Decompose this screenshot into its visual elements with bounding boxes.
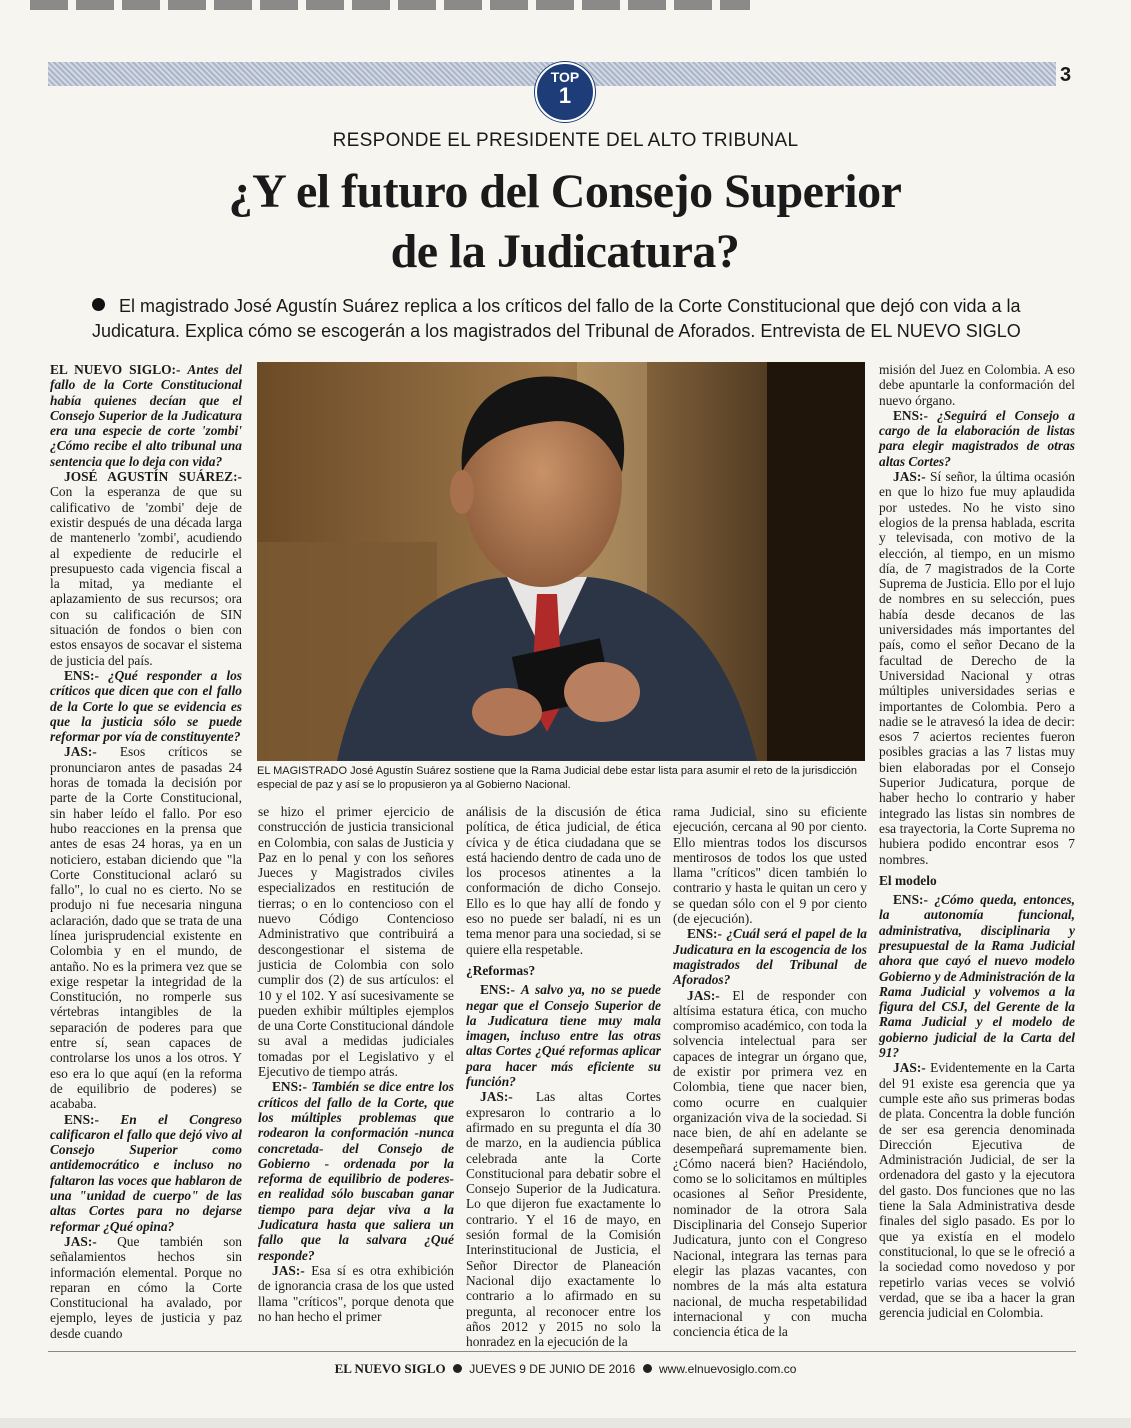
speaker: JAS:- <box>893 1060 926 1076</box>
paragraph <box>879 1060 1075 1320</box>
answer: Evidentemente en la Carta del 91 existe esa gerencia que ya cumple este año sus primeras bodas de plata. Concentra la doble función de ser esa gerencia denominada Dirección Ejecutiva de Administración Judicial, de ser la ordenadora del gasto y la ejecutora del gasto. Dos funciones que no las tiene la Sala Administrativa desde finales del siglo pasado. Es por lo que ya existía en el modelo constitucional, lo que se le ofreció a la sociedad como novedoso y por repetirlo varias veces se volvió verdad, que se iba a hacer la gran gerencia judicial en Colombia. <box>879 1060 1075 1321</box>
answer: Las altas Cortes expresaron lo contrario a lo afirmado en su pregunta el día 30 de marzo, en la audiencia pública celebrada ante la Corte Constitucional para debatir sobre el Consejo Superior de la Judicatura. Lo que dijeron fue exactamente lo contrario. Y el 16 de mayo, en sesión formal de la Comisión Interinstitucional de Justicia, el Señor Director de Planeación Nacional dijo exactamente lo contrario a lo afirmado en su pregunta, al reconocer entre los años 2012 y 2015 no solo la honradez en la ejecución de la <box>466 1089 661 1350</box>
photo-illustration <box>257 362 865 761</box>
paragraph <box>673 988 867 1340</box>
bullet-icon <box>453 1364 462 1373</box>
page-number: 3 <box>1060 64 1072 86</box>
question: ¿Seguirá el Consejo a cargo de la elaboración de listas para elegir magistrados de otras altas Cortes? <box>879 407 1075 469</box>
speaker: EL NUEVO SIGLO:- <box>50 362 181 377</box>
question: También se dice entre los críticos del fallo de la Corte, que los múltiples problemas que rodearon la conformación -nunca concretada- del Consejo de Gobierno - ordenada por la reforma de equilibrio de poderes- en realidad sólo buscaban ganar tiempo para dejar viva a la Judicatura hasta que saliera un fallo que la salvara ¿Qué responde? <box>258 1079 455 1263</box>
question: Antes del fallo de la Corte Constitucional había quienes decían que el Consejo Superior de la Judicatura era una especie de corte 'zombi' ¿Cómo recibe el alto tribunal una sentencia que lo deja con vida? <box>50 362 242 469</box>
column-1-top <box>50 362 242 1341</box>
question: A salvo ya, no se puede negar que el Consejo Superior de la Judicatura tiene muy mala imagen, incluso entre las otras altas Cortes ¿Qué reformas aplicar para hacer más eficiente su función? <box>466 982 661 1090</box>
paragraph <box>50 1112 242 1234</box>
speaker: JOSÉ AGUSTÍN SUÁREZ:- <box>64 469 242 485</box>
speaker: ENS:- <box>64 667 99 683</box>
speaker: JAS:- <box>893 469 926 485</box>
paragraph <box>879 469 1075 867</box>
speaker: ENS:- <box>687 926 722 942</box>
speaker: ENS:- <box>893 892 928 908</box>
footer-brand: EL NUEVO SIGLO <box>334 1361 446 1376</box>
paragraph <box>673 926 867 987</box>
speaker: JAS:- <box>272 1262 305 1278</box>
question: ¿Cuál será el papel de la Judicatura en la escogencia de los magistrados del Tribunal de Aforados? <box>673 926 867 988</box>
paragraph <box>50 744 242 1111</box>
bullet-icon <box>643 1364 652 1373</box>
footer-rule <box>48 1351 1076 1352</box>
subhead-el-modelo: El modelo <box>879 872 937 888</box>
paragraph <box>50 469 242 668</box>
answer: Con la esperanza de que su calificativo de 'zombi' deje de existir después de una década larga de mantenerlo 'zombi', acudiendo al expediente de reducirle el presupuesto cada vigencia fiscal a la mitad, ya mediante el aplazamiento de sus recursos; ora con su calificación de SIN situación de fondos o bien con estos ensayos de socavar el sistema de justicia del país. <box>50 484 242 668</box>
cropped-bottom-edge <box>0 1418 1131 1428</box>
top-1-badge <box>535 62 595 122</box>
question: ¿Cómo queda, entonces, la autonomía funcional, administrativa, disciplinaria y presupuestal de la Rama Judicial ahora que cayó el nuevo modelo Gobierno y de Administración de la Rama Judicial y volvemos a la figura del CSJ, del Gerente de la Rama Judicial y el modelo de gobierno judicial de la Carta del 91? <box>879 892 1075 1061</box>
paragraph <box>258 1079 454 1263</box>
paragraph <box>879 892 1075 1060</box>
paragraph <box>466 804 661 957</box>
deck-text: El magistrado José Agustín Suárez replica a los críticos del fallo de la Corte Constitucional que dejó con vida a la Judicatura. Explica cómo se escogerán a los magistrados del Tribunal de Aforados. Entrevista de EL NUEVO SIGLO <box>92 296 1021 341</box>
speaker: ENS:- <box>64 1111 99 1127</box>
answer: misión del Juez en Colombia. A eso debe apuntarle la conformación del nuevo órgano. <box>879 362 1075 408</box>
speaker: JAS:- <box>64 1233 97 1249</box>
photo-caption <box>257 764 867 792</box>
answer: se hizo el primer ejercicio de construcción de justicia transicional en Colombia, con salas de Justicia y Paz en lo penal y con los señores Jueces y Magistrados civiles especializados en restitución de tierras; o en lo contencioso con el nuevo Código Contencioso Administrativo que contribuirá a descongestionar el sistema de justicia de Colombia con solo cumplir dos (2) de sus artículos: el 10 y el 102. Y así sucesivamente se pueden exhibir múltiples ejemplos de una Corte Constitucional dándole su aval a medidas judiciales tomadas por el Legislativo y el Ejecutivo de tiempo atrás. <box>258 804 454 1080</box>
bullet-icon <box>92 298 105 311</box>
answer: rama Judicial, sino su eficiente ejecución, cercana al 90 por ciento. Ello mientras todos los discursos mentirosos de todos los que usted llama "críticos" dicen también lo contrario y hasta le quitan un cero y se quedan sólo con el 9 por ciento (de ejecución). <box>673 804 867 927</box>
footer <box>0 1361 1131 1377</box>
subhead-reformas: ¿Reformas? <box>466 962 536 978</box>
column-2 <box>258 804 454 1324</box>
badge-top-label: TOP <box>550 69 580 85</box>
headline <box>40 162 1090 282</box>
kicker: RESPONDE EL PRESIDENTE DEL ALTO TRIBUNAL <box>332 130 799 151</box>
cropped-previous-headline <box>30 0 750 10</box>
caption-label: EL MAGISTRADO <box>257 765 348 777</box>
badge-number: 1 <box>558 83 572 108</box>
question: ¿Qué responder a los críticos que dicen que con el fallo de la Corte lo que se evidencia es que la justicia sólo se puede reformar por vía de constituyente? <box>50 667 242 745</box>
answer: El de responder con altísima estatura ética, con mucho compromiso académico, con toda la solvencia intelectual para ser capaces de integrar un órgano que, de existir por primera vez en Colombia, tiene que nacer bien, como ocurre en cualquier organización viva de la sociedad. Si nace bien, de ahí en adelante se desempeñará supremamente bien. ¿Cómo nacerá bien? Haciéndolo, como se lo solicitamos en múltiples ocasiones al Señor Presidente, nominador de la otrora Sala Disciplinaria del Consejo Superior Judicatura, junto con el Congreso Nacional, integrara las ternas para elegir las plazas vacantes, con nombres de la más alta estatura nacional, de mucha respetabilidad internacional y con mucha conciencia ética de la <box>673 987 867 1340</box>
paragraph <box>50 362 242 469</box>
speaker: ENS:- <box>272 1079 307 1095</box>
footer-date: JUEVES 9 DE JUNIO DE 2016 <box>469 1362 636 1376</box>
speaker: JAS:- <box>480 1089 513 1105</box>
footer-url[interactable]: www.elnuevosiglo.com.co <box>659 1362 797 1376</box>
column-5 <box>879 362 1075 1320</box>
paragraph <box>50 668 242 744</box>
caption-text: José Agustín Suárez sostiene que la Rama Judicial debe estar lista para asumir el reto de la jurisdicción especial de paz y así se lo propusieron ya al Gobierno Nacional. <box>257 765 858 791</box>
paragraph <box>466 982 661 1089</box>
speaker: ENS:- <box>480 982 515 998</box>
headline-line-2: de la Judicatura? <box>390 225 740 278</box>
answer: análisis de la discusión de ética política, de ética judicial, de ética cívica y de ética ciudadana que se está haciendo dentro de cada uno de los procesos atinentes a la conformación de dicho Consejo. Ello es lo que hay allí de fondo y eso no puede ser baladí, ni es un tema menor para una sociedad, si se quiere ella respetable. <box>466 804 661 957</box>
answer: Sí señor, la última ocasión en que lo hizo fue muy aplaudida por ustedes. No he visto sino elogios de la prensa hablada, escrita y televisada, con motivo de la elección, al tiempo, en un mismo día, de 7 magistrados de la Corte Suprema de Justicia. Ello por el lujo de nombres en su selección, pues había desde decanos de las universidades más importantes del país, como el señor Decano de la facultad de Derecho de la Universidad Nacional y otras múltiples universidades serias e importantes de Colombia. Pero a nadie se le atravesó la idea de decir: esos 7 aciertos recientes fueron posibles gracias a las 7 listas muy bien elaboradas por el Consejo Superior Judicatura, porque de haber hecho lo contrario y haber integrado las listas sin nombres de esa trayectoria, la Corte Suprema no hubiera podido encontrar esos 7 nombres. <box>879 469 1075 867</box>
answer: Esa sí es otra exhibición de ignorancia crasa de los que usted llama "críticos", porque denota que no han hecho el primer <box>258 1262 454 1324</box>
column-3 <box>466 804 661 1349</box>
question: En el Congreso calificaron el fallo que dejó vivo al Consejo Superior como antidemocrático e incluso no faltaron las voces que hablaron de una "unidad de cuerpo" de las altas Cortes para no dejarse reformar ¿Qué opina? <box>50 1111 242 1234</box>
paragraph <box>879 362 1075 408</box>
paragraph <box>258 804 454 1079</box>
photo-magistrate <box>257 362 865 761</box>
answer: Esos críticos se pronunciaron antes de pasadas 24 horas de tomada la decisión por parte de la Corte Constitucional, sin haber leído el fallo. Por eso hubo reacciones en la prensa que antes de esas 24 horas, ya en un noticiero, estaban diciendo que "la Corte Constitucional aclaró su fallo", lo cual no es cierto. No se produjo ni fue necesaria ninguna aclaración, dado que se trata de una línea jurisprudencial existente en Colombia y en el mundo, de antaño. No es la primera vez que se exige respetar la integridad de la Constitución, no romperle sus vértebras intangibles de la separación de poderes para que entre sí, sean capaces de controlarse los unos a los otros. Y eso era lo que aquí (en la reforma de equilibrio de poderes) se acababa. <box>50 744 242 1112</box>
paragraph <box>258 1263 454 1324</box>
column-4 <box>673 804 867 1339</box>
headline-line-1: ¿Y el futuro del Consejo Superior <box>228 165 902 218</box>
speaker: JAS:- <box>687 987 720 1003</box>
paragraph <box>50 1234 242 1341</box>
speaker: ENS:- <box>893 407 928 423</box>
deck <box>92 294 1072 344</box>
answer: Que también son señalamientos hechos sin información elemental. Porque no reparan en cómo la Corte Constitucional ha avalado, por ejemplo, leyes de justicia y paz desde cuando <box>50 1233 242 1341</box>
paragraph <box>466 1089 661 1349</box>
paragraph <box>673 804 867 926</box>
speaker: JAS:- <box>64 744 97 760</box>
paragraph <box>879 408 1075 469</box>
